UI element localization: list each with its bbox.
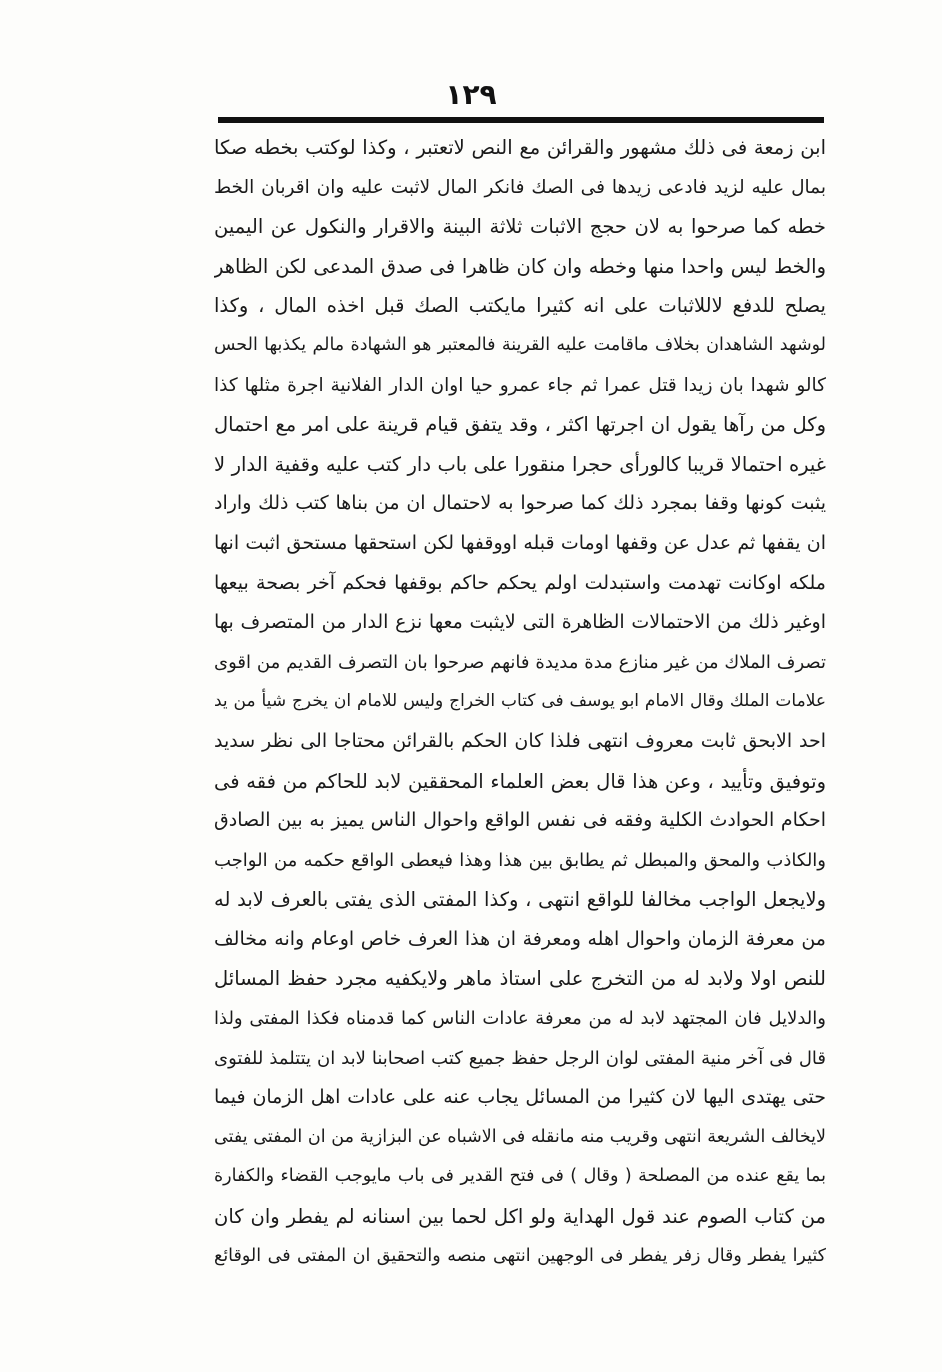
text-line: والدلايل فان المجتهد لابد له من معرفة عادات الناس كما قدمناه فكذا المفتى ولذا [214, 1008, 826, 1030]
text-line: احكام الحوادث الكلية وفقه فى نفس الواقع واحوال الناس يميز به بين الصادق [214, 809, 826, 832]
text-line: يثبت كونها وقفا بمجرد ذلك كما صرحوا به لاحتمال ان من بناها كتب ذلك واراد [214, 492, 826, 515]
text-line: لوشهد الشاهدان بخلاف ماقامت عليه القرينة فالمعتبر هو الشهادة مالم يكذبها الحس [214, 334, 826, 355]
text-line: ملكه اوكانت تهدمت واستبدلت اولم يحكم حاكم بوقفها فحكم آخر بصحة بيعها [214, 571, 826, 594]
text-line: بمال عليه لزيد فادعى زيدها فى الصك فانكر المال لاثبت عليه وان اقربان الخط [214, 176, 826, 198]
text-line: بما يقع عنده من المصلحة ( وقال ) فى فتح القدير فى باب مايوجب القضاء والكفارة [214, 1166, 826, 1187]
text-line: لايخالف الشريعة انتهى وقريب منه مانقله فى الاشباه عن البزازية من ان المفتى يفتى [214, 1126, 826, 1147]
text-line: قال فى آخر منية المفتى لوان الرجل حفظ جميع كتب اصحابنا لابد ان يتتلمذ للفتوى [214, 1047, 826, 1069]
text-line: وكل من رآها يقول ان اجرتها اكثر ، وقد يتفق قيام قرينة على امر مع احتمال [214, 413, 826, 437]
text-line: ابن زمعة فى ذلك مشهور والقرائن مع النص لاتعتبر ، وكذا لوكتب بخطه صكا [214, 136, 826, 159]
text-line: احد الابحق ثابت معروف انتهى فلذا كان الحكم بالقرائن محتاجا الى نظر سديد [214, 729, 826, 752]
text-line: من معرفة الزمان واحوال اهله ومعرفة ان هذا العرف خاص اوعام وانه مخالف [214, 927, 826, 950]
text-line: والكاذب والمحق والمبطل ثم يطابق بين هذا وهذا فيعطى الواقع حكمه من الواجب [214, 849, 826, 871]
text-line: ان يقفها ثم عدل عن وقفها اومات قبله اووقفها لكن استحقها مستحق اثبت انها [214, 531, 826, 554]
text-line: كالو شهدا بان زيدا قتل عمرا ثم جاء عمرو حيا اوان الدار الفلانية اجرة مثلها كذا [214, 374, 826, 396]
text-line: كثيرا يفطر وقال زفر يفطر فى الوجهين انتهى منصه والتحقيق ان المفتى فى الوقائع [214, 1245, 826, 1266]
text-line: خطه كما صرحوا به لان حجج الاثبات ثلاثة البينة والاقرار والنكول عن اليمين [214, 215, 826, 239]
text-line: للنص اولا ولابد له من التخرج على استاذ ماهر ولايكفيه مجرد حفظ المسائل [214, 967, 826, 991]
text-line: يصلح للدفع لاللاثبات على انه كثيرا مايكتب الصك قبل اخذه المال ، وكذا [214, 294, 826, 318]
page-number: ١٢٩ [445, 78, 497, 111]
text-line: ولايجعل الواجب مخالفا للواقع انتهى ، وكذا المفتى الذى يفتى بالعرف لابد له [214, 888, 826, 912]
text-line: وتوفيق وتأييد ، وعن هذا قال بعض العلماء المحققين لابد للحاكم من فقه فى [214, 769, 826, 793]
text-line: من كتاب الصوم عند قول الهداية ولو اكل لحما بين اسنانه لم يفطر وان كان [214, 1205, 826, 1229]
body-text [214, 128, 826, 1276]
text-line: والخط ليس واحدا منها وخطه وان كان ظاهرا فى صدق المدعى لكن الظاهر [214, 254, 826, 278]
text-line: تصرف الملاك من غير منازع مدة مديدة فانهم صرحوا بان التصرف القديم من اقوى [214, 651, 826, 673]
text-line: علامات الملك وقال الامام ابو يوسف فى كتاب الخراج وليس للامام ان يخرج شيأ من يد [214, 691, 826, 712]
text-line: حتى يهتدى اليها لان كثيرا من المسائل يجاب عنه على عادات اهل الزمان فيما [214, 1086, 826, 1109]
header-rule [218, 117, 824, 123]
text-line: غيره احتمالا قريبا كالورأى حجرا منقورا على باب دار كتب عليه وقفية الدار لا [214, 452, 826, 476]
text-line: اوغير ذلك من الاحتمالات الظاهرة التى لايثبت معها نزع الدار من المتصرف بها [214, 611, 826, 634]
